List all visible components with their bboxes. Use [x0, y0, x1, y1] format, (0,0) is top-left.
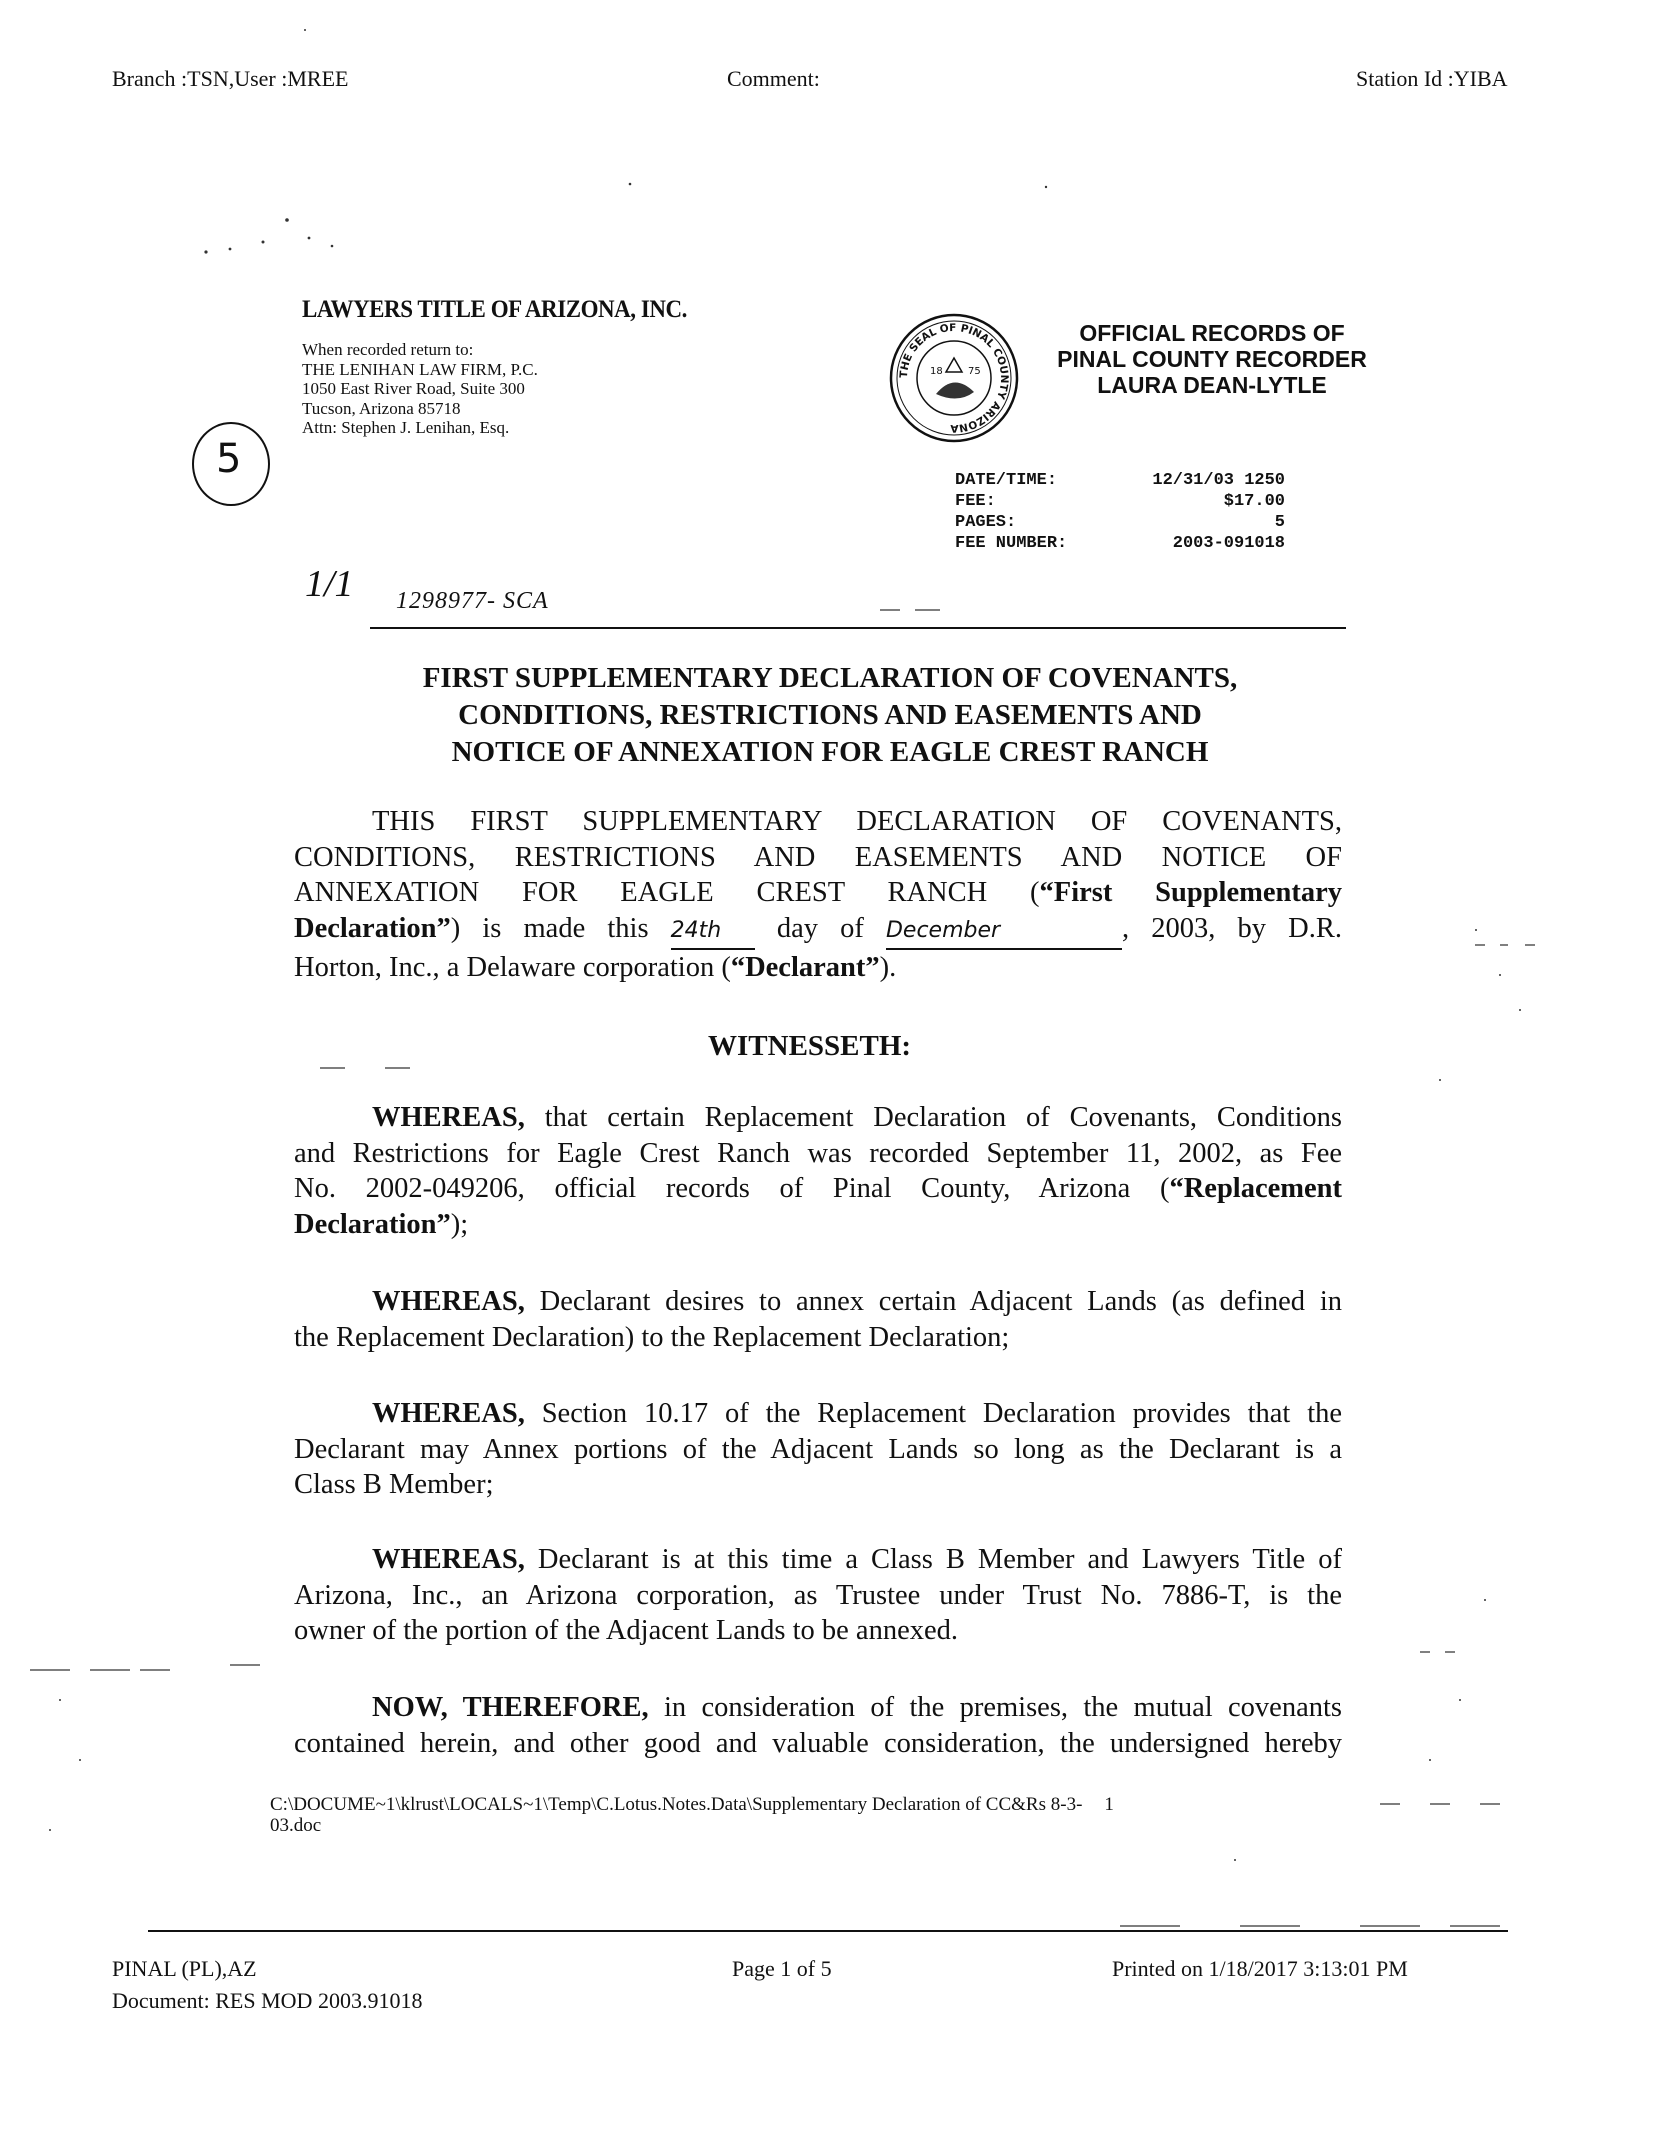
- intro-text: ).: [879, 952, 897, 983]
- branch-user-label: Branch :TSN,User :MREE: [112, 66, 349, 91]
- return-line: THE LENIHAN LAW FIRM, P.C.: [302, 359, 538, 379]
- whereas-defined-term: Declaration”: [294, 1208, 451, 1240]
- title-line: CONDITIONS, RESTRICTIONS AND EASEMENTS AND: [458, 699, 1202, 731]
- circled-number-text: 5: [216, 436, 242, 482]
- intro-paragraph: [294, 804, 1342, 986]
- recording-stamp: [955, 470, 1285, 554]
- recorder-line: PINAL COUNTY RECORDER: [1057, 346, 1367, 372]
- recorder-heading: [1042, 320, 1382, 398]
- whereas-paragraph-2: [294, 1284, 1342, 1355]
- whereas-paragraph-3: [294, 1396, 1342, 1503]
- intro-line: CONDITIONS, RESTRICTIONS AND EASEMENTS AND NOTICE OF: [294, 841, 1342, 873]
- file-path-page-mark: 1: [1104, 1794, 1114, 1815]
- stamp-fee-label: FEE:: [955, 492, 996, 511]
- seal-text: THE SEAL OF PINAL COUNTY ARIZONA: [897, 321, 1011, 435]
- now-therefore-paragraph: [294, 1690, 1342, 1761]
- whereas-lead: WHEREAS,: [372, 1286, 525, 1317]
- return-address: [302, 340, 538, 438]
- whereas-text: No. 2002-049206, official records of Pinal County, Arizona (: [294, 1173, 1170, 1204]
- whereas-text: that certain Replacement Declaration of Covenants, Conditions: [544, 1102, 1343, 1133]
- file-path-line: C:\DOCUME~1\klrust\LOCALS~1\Temp\C.Lotus.Notes.Data\Supplementary Declaration of CC&Rs 8-3-: [270, 1794, 1083, 1815]
- footer-rule: [148, 1930, 1508, 1932]
- month-blank: December: [886, 913, 1122, 951]
- whereas-text: and Restrictions for Eagle Crest Ranch was recorded September 11, 2002, as Fee: [294, 1137, 1342, 1169]
- whereas-text: );: [450, 1208, 469, 1240]
- recorder-line: OFFICIAL RECORDS OF: [1079, 320, 1345, 346]
- intro-defined-term: “First Supplementary: [1039, 877, 1342, 908]
- intro-text: day of: [776, 912, 864, 944]
- stamp-pages-value: 5: [1274, 513, 1285, 532]
- station-id-label: Station Id :YIBA: [1356, 66, 1508, 91]
- whereas-lead: WHEREAS,: [372, 1544, 525, 1575]
- whereas-lead: WHEREAS,: [372, 1398, 525, 1429]
- intro-text: ANNEXATION FOR EAGLE CREST RANCH (: [294, 877, 1040, 908]
- stamp-date-value: 12/31/03 1250: [1152, 471, 1285, 490]
- recorder-line: LAURA DEAN-LYTLE: [1097, 372, 1327, 398]
- now-therefore-lead: NOW, THEREFORE,: [372, 1692, 649, 1723]
- intro-line: THIS FIRST SUPPLEMENTARY DECLARATION OF COVENANTS,: [372, 806, 1342, 837]
- footer-document: Document: RES MOD 2003.91018: [112, 1988, 423, 2013]
- seal-year-left: 18: [930, 366, 943, 377]
- whereas-text: Declarant is at this time a Class B Member and Lawyers Title of: [537, 1544, 1342, 1575]
- handwritten-fraction: 1/1: [305, 563, 354, 605]
- comment-label: Comment:: [727, 66, 820, 91]
- now-therefore-text: contained herein, and other good and valuable consideration, the undersigned hereby: [294, 1727, 1342, 1759]
- circled-number: [192, 422, 270, 506]
- whereas-text: the Replacement Declaration) to the Replacement Declaration;: [294, 1321, 1010, 1353]
- document-title: [290, 660, 1370, 771]
- stamp-pages-label: PAGES:: [955, 513, 1017, 532]
- whereas-paragraph-4: [294, 1542, 1342, 1649]
- seal-year-right: 75: [968, 366, 981, 377]
- return-line: 1050 East River Road, Suite 300: [302, 379, 525, 399]
- witnesseth-heading: WITNESSETH:: [708, 1030, 912, 1062]
- whereas-text: Arizona, Inc., an Arizona corporation, as Trustee under Trust No. 7886-T, is the: [294, 1579, 1342, 1611]
- svg-text:THE SEAL OF PINAL COUNTY ARIZO: [898, 322, 1010, 434]
- whereas-paragraph-1: [294, 1100, 1342, 1242]
- return-line: Attn: Stephen J. Lenihan, Esq.: [302, 418, 510, 438]
- stamp-date-label: DATE/TIME:: [955, 471, 1058, 490]
- whereas-text: owner of the portion of the Adjacent Lands to be annexed.: [294, 1615, 959, 1646]
- return-line: When recorded return to:: [302, 340, 474, 359]
- whereas-defined-term: “Replacement: [1169, 1173, 1342, 1204]
- file-path: [270, 1794, 1114, 1836]
- whereas-text: Class B Member;: [294, 1469, 494, 1500]
- footer-page: Page 1 of 5: [732, 1956, 832, 1981]
- handwritten-order-number: 1298977- SCA: [396, 588, 549, 614]
- return-line: Tucson, Arizona 85718: [302, 398, 461, 418]
- header-rule: [370, 627, 1346, 629]
- title-line: NOTICE OF ANNEXATION FOR EAGLE CREST RANCH: [451, 736, 1209, 768]
- intro-text: ) is made this: [450, 912, 649, 944]
- intro-defined-term: “Declarant”: [730, 952, 880, 983]
- stamp-fee-value: $17.00: [1223, 492, 1285, 511]
- title-line: FIRST SUPPLEMENTARY DECLARATION OF COVENANTS,: [422, 662, 1238, 694]
- intro-text: , 2003, by D.R.: [1121, 912, 1342, 944]
- whereas-text: Declarant desires to annex certain Adjacent Lands (as defined in: [539, 1286, 1343, 1317]
- intro-defined-term: Declaration”: [294, 912, 451, 944]
- stamp-fee-number-value: 2003-091018: [1172, 534, 1285, 553]
- title-company-name: LAWYERS TITLE OF ARIZONA, INC.: [302, 296, 687, 323]
- day-blank: 24th: [671, 913, 755, 951]
- whereas-text: Declarant may Annex portions of the Adjacent Lands so long as the Declarant is a: [294, 1433, 1342, 1465]
- stamp-fee-number-label: FEE NUMBER:: [955, 534, 1068, 553]
- whereas-text: Section 10.17 of the Replacement Declaration provides that the: [541, 1398, 1343, 1429]
- now-therefore-text: in consideration of the premises, the mutual covenants: [664, 1692, 1342, 1723]
- intro-text: Horton, Inc., a Delaware corporation (: [294, 952, 731, 983]
- file-path-line: 03.doc: [270, 1815, 322, 1836]
- whereas-lead: WHEREAS,: [372, 1102, 525, 1133]
- footer-county: PINAL (PL),AZ: [112, 1956, 257, 1981]
- county-seal-icon: [888, 312, 1020, 444]
- footer-printed: Printed on 1/18/2017 3:13:01 PM: [1112, 1956, 1408, 1981]
